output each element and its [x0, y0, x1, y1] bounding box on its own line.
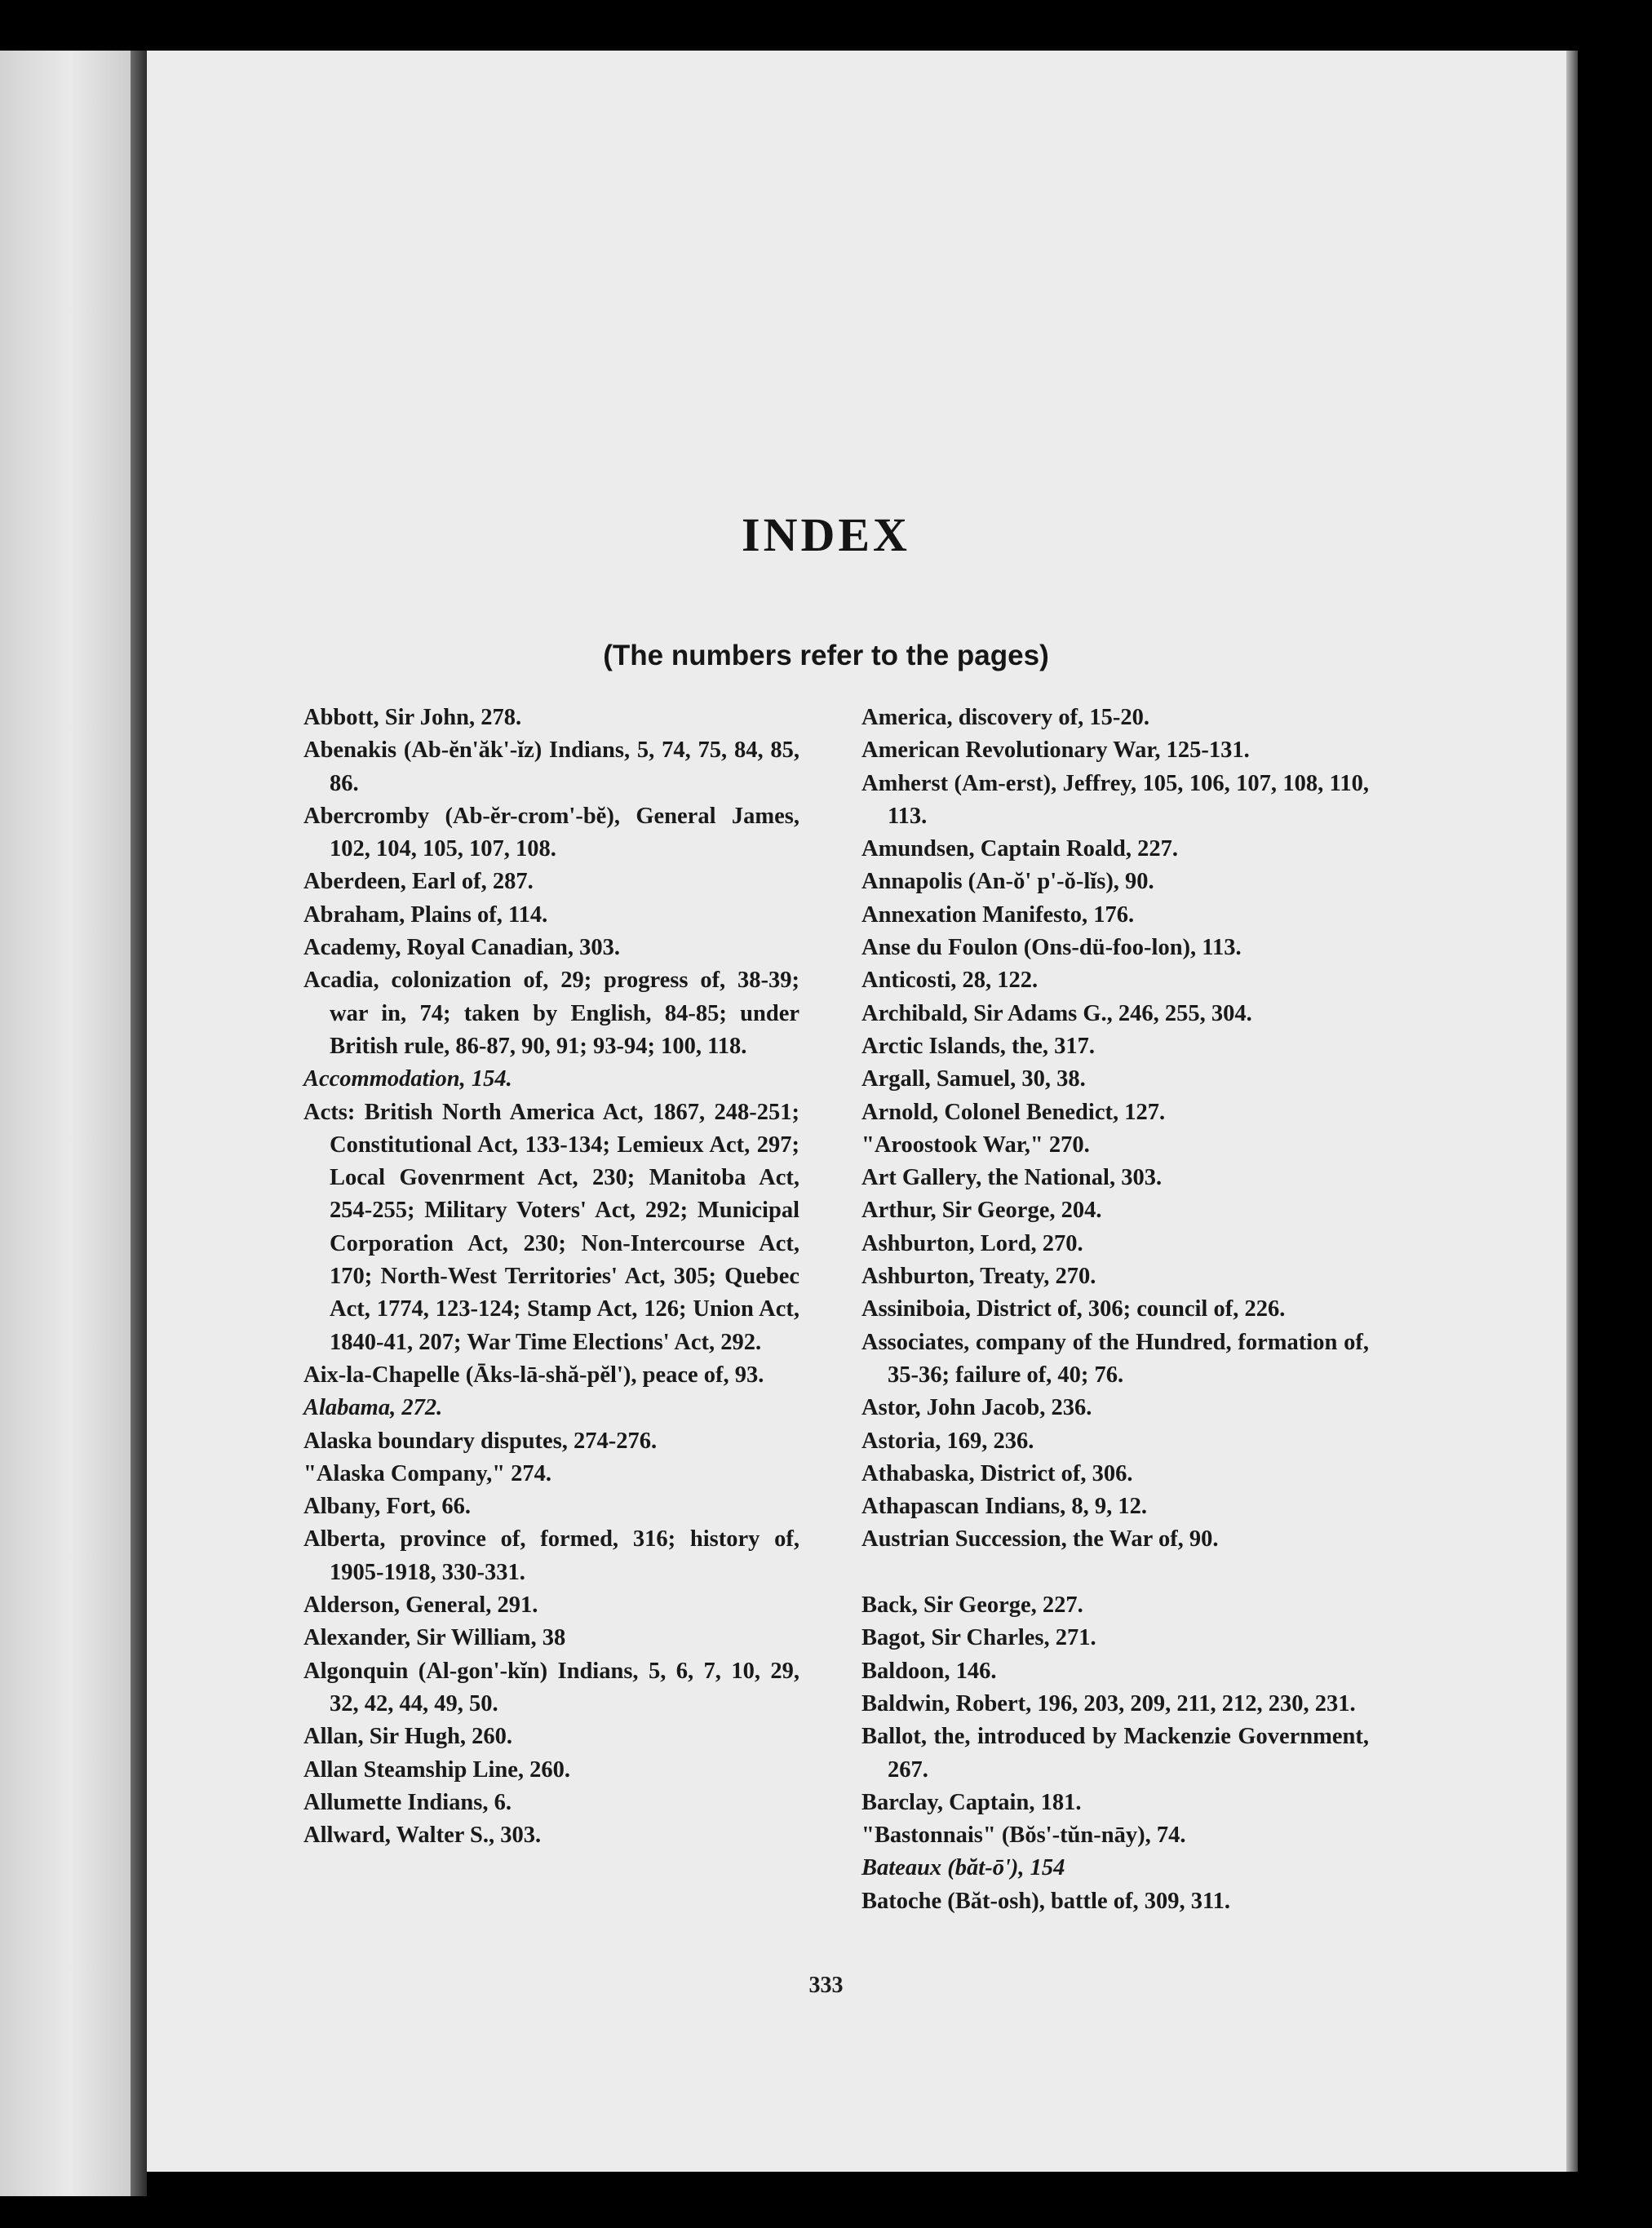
- index-entry: Academy, Royal Canadian, 303.: [303, 935, 620, 961]
- index-entry: Alaska boundary disputes, 274-276.: [303, 1428, 658, 1454]
- spine-edge-shadow: [131, 51, 147, 2196]
- index-entry: Ashburton, Lord, 270.: [861, 1230, 1083, 1256]
- index-entry: Associates, company of the Hundred, formation of, 35-36; failure of, 40; 76.: [861, 1329, 1369, 1388]
- index-entry: Algonquin (Al-gon'-kĭn) Indians, 5, 6, 7, 10, 29, 32, 42, 44, 49, 50.: [303, 1658, 799, 1716]
- index-entry: Anse du Foulon (Ons-dü-foo-lon), 113.: [861, 935, 1242, 961]
- page-number: 333: [808, 1973, 844, 1998]
- index-entry: Arthur, Sir George, 204.: [861, 1198, 1102, 1224]
- index-entry: Athabaska, District of, 306.: [861, 1460, 1133, 1486]
- index-entry: Abbott, Sir John, 278.: [303, 705, 522, 730]
- index-entry: Austrian Succession, the War of, 90.: [861, 1526, 1219, 1553]
- index-entry: Baldoon, 146.: [861, 1658, 997, 1684]
- index-entry: Alabama, 272.: [303, 1395, 443, 1421]
- index-entry: Acts: British North America Act, 1867, 248-251; Constitutional Act, 133-134; Lemieux Act, 297; Local Govenrment Act, 230; Manitoba Act, 254-255; Military Voters' Act, 292; Municipal Corporation Act, 230; Non-Intercourse Act, 170; North-West Territories' Act, 305; Quebec Act, 1774, 123-124; Stamp Act, 126; Union Act, 1840-41, 207; War Time Elections' Act, 292.: [303, 1099, 799, 1355]
- index-entry: Bateaux (băt-ō'), 154: [861, 1855, 1065, 1881]
- index-entry: Arctic Islands, the, 317.: [861, 1033, 1096, 1059]
- index-entry: Back, Sir George, 227.: [861, 1592, 1083, 1619]
- index-entry: Abenakis (Ab-ĕn'ăk'-ĭz) Indians, 5, 74, 75, 84, 85, 86.: [303, 737, 799, 796]
- index-entry: Athapascan Indians, 8, 9, 12.: [861, 1494, 1148, 1520]
- index-entry: Alderson, General, 291.: [303, 1592, 538, 1619]
- index-entry: Anticosti, 28, 122.: [861, 968, 1039, 994]
- book-spine: [0, 51, 140, 2196]
- index-entry: Amherst (Am-erst), Jeffrey, 105, 106, 107, 108, 110, 113.: [861, 770, 1369, 829]
- page-title: INDEX: [742, 508, 910, 561]
- index-entry: Annexation Manifesto, 176.: [861, 901, 1135, 928]
- index-entry: Batoche (Băt-osh), battle of, 309, 311.: [861, 1888, 1231, 1914]
- index-entry: Baldwin, Robert, 196, 203, 209, 211, 212, 230, 231.: [861, 1690, 1356, 1716]
- index-entry: Abercromby (Ab-ĕr-crom'-bĕ), General James, 102, 104, 105, 107, 108.: [303, 803, 799, 862]
- page-subtitle: (The numbers refer to the pages): [603, 640, 1049, 671]
- index-entry: Astoria, 169, 236.: [861, 1428, 1034, 1454]
- index-entry: Ballot, the, introduced by Mackenzie Government, 267.: [861, 1724, 1369, 1783]
- index-entry: Ashburton, Treaty, 270.: [861, 1264, 1096, 1290]
- index-column-left: [303, 702, 799, 1852]
- index-entry: Allumette Indians, 6.: [303, 1789, 512, 1815]
- section-gap: [861, 1557, 1369, 1589]
- index-entry: Bagot, Sir Charles, 271.: [861, 1625, 1096, 1651]
- index-entry: Art Gallery, the National, 303.: [861, 1165, 1163, 1191]
- index-entry: Assiniboia, District of, 306; council of, 226.: [861, 1296, 1286, 1322]
- index-column-right: [861, 702, 1369, 1918]
- index-entry: Barclay, Captain, 181.: [861, 1789, 1082, 1815]
- index-entry: Alexander, Sir William, 38: [303, 1625, 566, 1651]
- page-edge-shadow: [1566, 51, 1578, 2172]
- index-entry: Arnold, Colonel Benedict, 127.: [861, 1099, 1166, 1125]
- index-entry: Abraham, Plains of, 114.: [303, 901, 548, 928]
- index-entry: Albany, Fort, 66.: [303, 1494, 472, 1520]
- index-entry: Allward, Walter S., 303.: [303, 1823, 542, 1849]
- index-entry: American Revolutionary War, 125-131.: [861, 737, 1250, 764]
- index-entry: Astor, John Jacob, 236.: [861, 1395, 1092, 1421]
- index-entry: Allan Steamship Line, 260.: [303, 1756, 571, 1783]
- index-entry: Alberta, province of, formed, 316; history of, 1905-1918, 330-331.: [303, 1526, 799, 1585]
- index-entry: Acadia, colonization of, 29; progress of, 38-39; war in, 74; taken by English, 84-85; under British rule, 86-87, 90, 91; 93-94; 100, 118.: [303, 968, 799, 1059]
- index-entry: Annapolis (An-ŏ' p'-ŏ-lĭs), 90.: [861, 869, 1154, 895]
- index-entry: Aix-la-Chapelle (Āks-lā-shă-pĕl'), peace of, 93.: [303, 1362, 764, 1388]
- index-entry: "Alaska Company," 274.: [303, 1460, 552, 1486]
- index-entry: Allan, Sir Hugh, 260.: [303, 1724, 513, 1750]
- index-entry: Archibald, Sir Adams G., 246, 255, 304.: [861, 1000, 1252, 1026]
- index-entry: Amundsen, Captain Roald, 227.: [861, 836, 1179, 862]
- index-entry: "Bastonnais" (Bŏs'-tŭn-nāy), 74.: [861, 1823, 1186, 1849]
- index-entry: Accommodation, 154.: [303, 1066, 512, 1092]
- index-entry: Aberdeen, Earl of, 287.: [303, 869, 534, 895]
- index-entry: America, discovery of, 15-20.: [861, 705, 1149, 730]
- index-entry: "Aroostook War," 270.: [861, 1132, 1090, 1158]
- index-entry: Argall, Samuel, 30, 38.: [861, 1066, 1086, 1092]
